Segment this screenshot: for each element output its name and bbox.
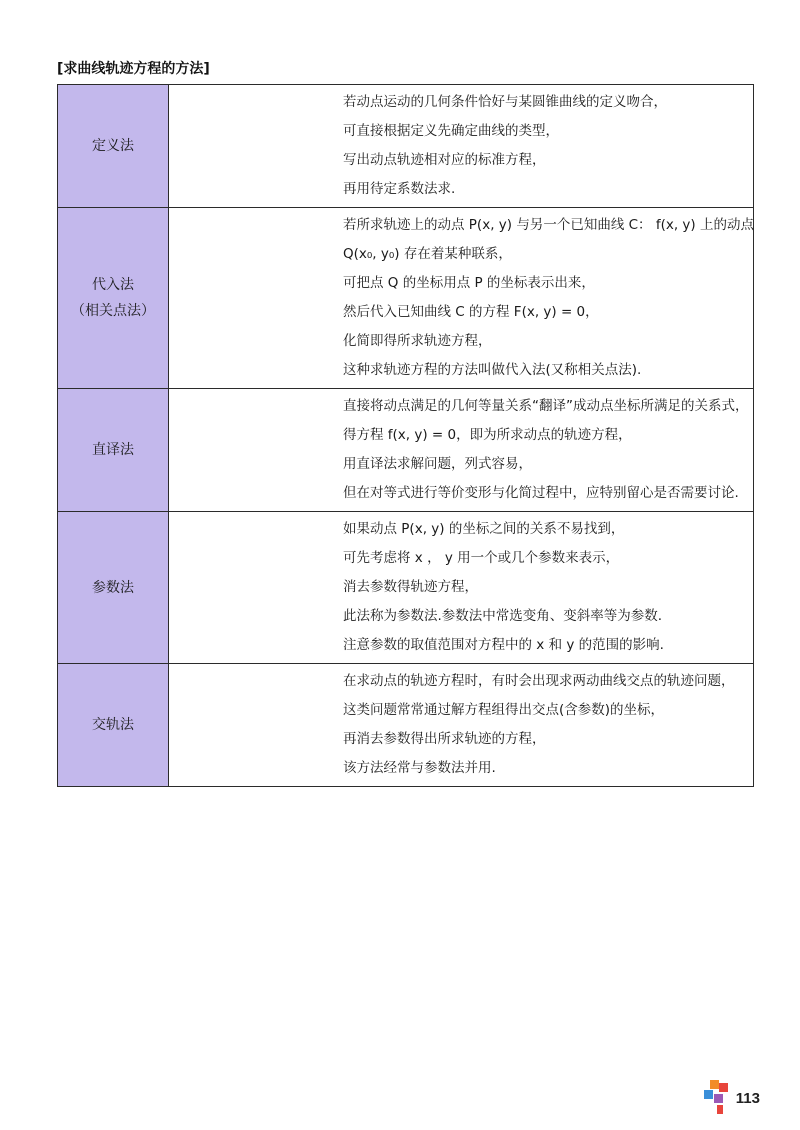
description-line: 得方程 f(x, y) = 0，即为所求动点的轨迹方程，	[343, 427, 632, 443]
method-description-cell	[169, 208, 754, 389]
page-footer	[704, 1080, 760, 1116]
method-description-cell	[169, 389, 754, 512]
method-name-cell	[58, 512, 169, 664]
description-line: 注意参数的取值范围对方程中的 x 和 y 的范围的影响.	[343, 637, 664, 653]
description-line: 但在对等式进行等价变形与化简过程中，应特别留心是否需要讨论.	[343, 485, 739, 501]
description-line: 再消去参数得出所求轨迹的方程，	[343, 731, 546, 747]
method-name: 定义法	[92, 138, 134, 154]
method-name: 代入法	[92, 277, 134, 293]
method-description-cell	[169, 85, 754, 208]
method-name: 交轨法	[92, 717, 134, 733]
method-name-cell	[58, 664, 169, 787]
method-name-cell	[58, 208, 169, 389]
description-line: 若所求轨迹上的动点 P(x, y) 与另一个已知曲线 C： f(x, y) 上的动点	[343, 217, 754, 233]
section-heading: [求曲线轨迹方程的方法]	[57, 61, 210, 77]
description-line: 消去参数得轨迹方程，	[343, 579, 478, 595]
page-number: 113	[735, 1089, 760, 1107]
methods-table	[57, 84, 754, 787]
description-line: Q(x₀, y₀) 存在着某种联系，	[343, 246, 512, 262]
description-line: 在求动点的轨迹方程时，有时会出现求两动曲线交点的轨迹问题，	[343, 673, 735, 689]
description-line: 用直译法求解问题，列式容易，	[343, 456, 532, 472]
method-row	[58, 85, 754, 208]
method-description-cell	[169, 512, 754, 664]
description-line: 然后代入已知曲线 C 的方程 F(x, y) = 0，	[343, 304, 599, 320]
method-row	[58, 389, 754, 512]
method-name-cell	[58, 389, 169, 512]
description-line: 如果动点 P(x, y) 的坐标之间的关系不易找到，	[343, 521, 625, 537]
method-name: （相关点法）	[71, 303, 155, 319]
method-row	[58, 664, 754, 787]
method-name: 直译法	[92, 442, 134, 458]
description-line: 此法称为参数法.参数法中常选变角、变斜率等为参数.	[343, 608, 663, 624]
description-line: 化简即得所求轨迹方程，	[343, 333, 492, 349]
description-line: 该方法经常与参数法并用.	[343, 760, 496, 776]
description-line: 可先考虑将 x ， y 用一个或几个参数来表示，	[343, 550, 620, 566]
publisher-logo-icon	[704, 1080, 730, 1116]
method-row	[58, 208, 754, 389]
method-row	[58, 512, 754, 664]
description-line: 再用待定系数法求.	[343, 181, 456, 197]
description-line: 写出动点轨迹相对应的标准方程，	[343, 152, 546, 168]
method-name-cell	[58, 85, 169, 208]
method-name: 参数法	[92, 579, 134, 596]
description-line: 这种求轨迹方程的方法叫做代入法(又称相关点法).	[343, 362, 642, 378]
description-line: 可把点 Q 的坐标用点 P 的坐标表示出来，	[343, 275, 595, 291]
description-line: 可直接根据定义先确定曲线的类型，	[343, 123, 559, 139]
description-line: 若动点运动的几何条件恰好与某圆锥曲线的定义吻合，	[343, 94, 667, 110]
description-line: 直接将动点满足的几何等量关系“翻译”成动点坐标所满足的关系式，	[343, 398, 749, 414]
method-description-cell	[169, 664, 754, 787]
description-line: 这类问题常常通过解方程组得出交点(含参数)的坐标，	[343, 702, 665, 718]
